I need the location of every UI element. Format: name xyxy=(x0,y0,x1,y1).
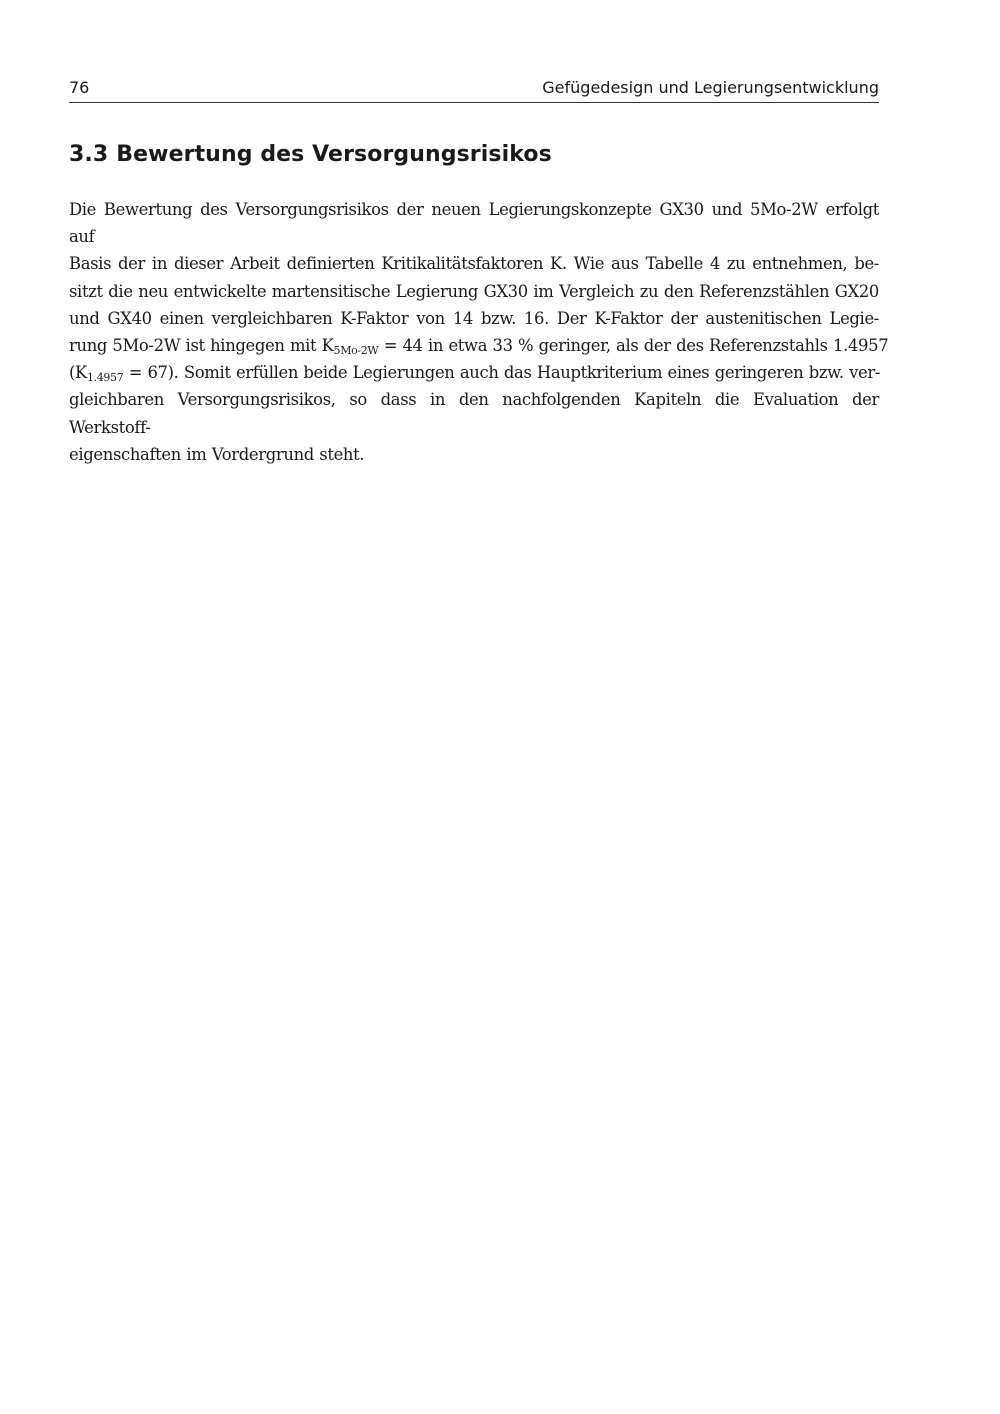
paragraph-line xyxy=(69,332,889,359)
section-title: Bewertung des Versorgungsrisikos xyxy=(116,142,552,167)
paragraph-line: Basis der in dieser Arbeit definierten Kritikalitätsfaktoren K. Wie aus Tabelle 4 zu entnehmen, be- xyxy=(69,254,879,274)
section-number: 3.3 xyxy=(69,142,109,167)
text-run: rung 5Mo-2W ist hingegen mit K xyxy=(69,336,334,356)
page-number: 76 xyxy=(69,78,90,97)
subscript: 5Mo-2W xyxy=(333,344,379,358)
paragraph-line: und GX40 einen vergleichbaren K-Faktor von 14 bzw. 16. Der K-Faktor der austenitischen Legie- xyxy=(69,308,879,328)
running-title: Gefügedesign und Legierungsentwicklung xyxy=(542,78,879,97)
paragraph-line: sitzt die neu entwickelte martensitische Legierung GX30 im Vergleich zu den Referenzstählen GX20 xyxy=(69,281,879,301)
text-run: (K xyxy=(69,363,87,383)
text-run: = 44 in etwa 33 % geringer, als der des Referenzstahls 1.4957 xyxy=(378,336,889,356)
paragraph-line: gleichbaren Versorgungsrisikos, so dass in den nachfolgenden Kapiteln die Evaluation der Werkstoff- xyxy=(69,390,879,437)
paragraph-line: Die Bewertung des Versorgungsrisikos der neuen Legierungskonzepte GX30 und 5Mo-2W erfolgt auf xyxy=(69,200,879,247)
paragraph-line: eigenschaften im Vordergrund steht. xyxy=(69,444,365,464)
section-heading xyxy=(69,142,552,167)
paragraph-line xyxy=(69,359,879,386)
body-paragraph xyxy=(69,196,889,468)
running-header xyxy=(69,78,879,103)
subscript: 1.4957 xyxy=(86,371,124,385)
text-run: = 67). Somit erfüllen beide Legierungen auch das Hauptkriterium eines geringeren bzw. ver- xyxy=(123,363,881,383)
